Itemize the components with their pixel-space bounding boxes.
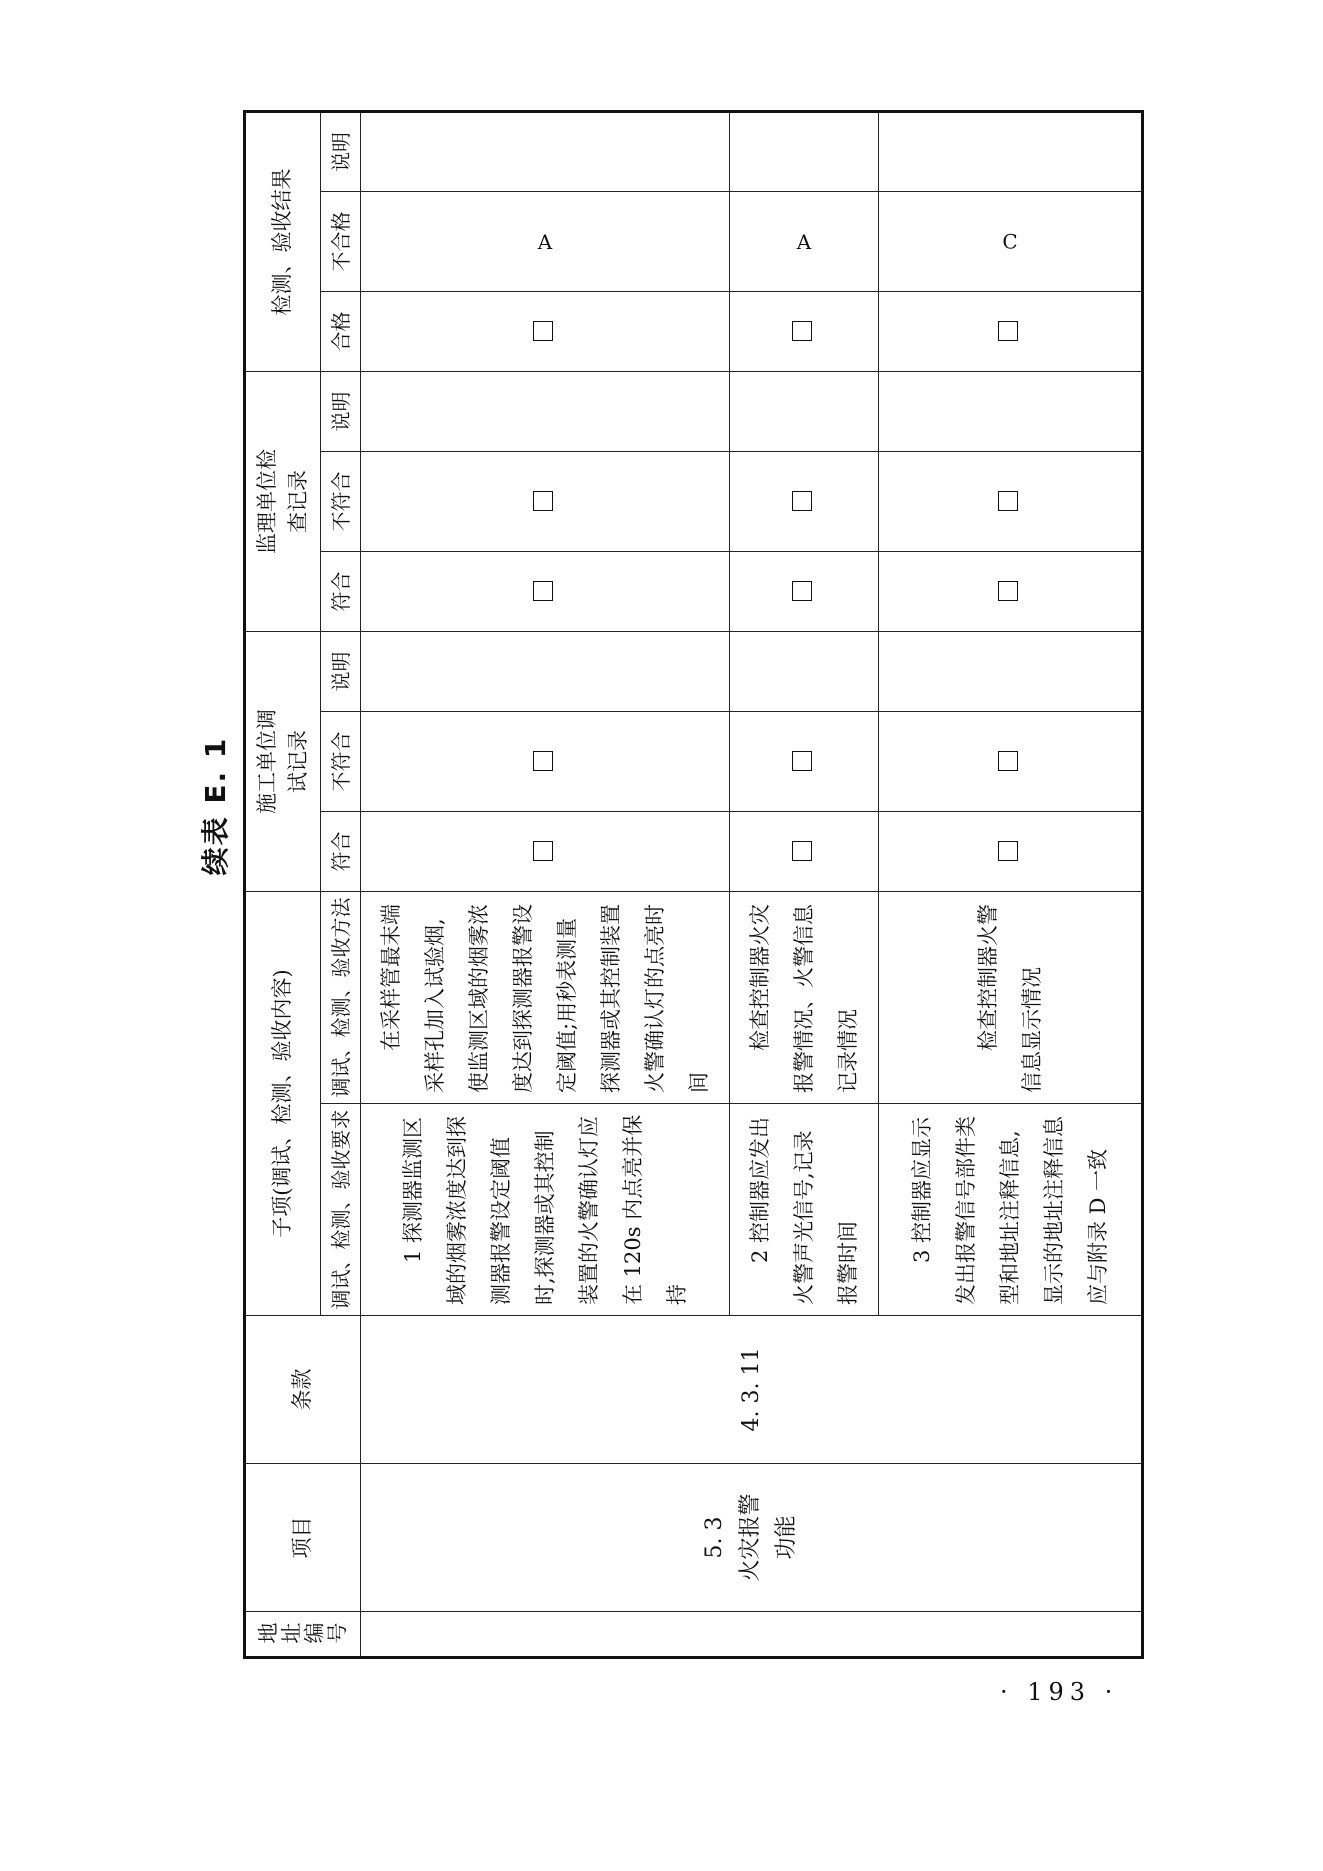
header-method: 调试、检测、验收方法 (321, 891, 361, 1103)
supervision-nonconform-checkbox[interactable] (361, 451, 730, 551)
checkbox-square[interactable] (792, 841, 812, 861)
checkbox-square[interactable] (792, 751, 812, 771)
checkbox-square[interactable] (998, 751, 1018, 771)
header-clause: 条款 (245, 1316, 361, 1464)
header-supervision-note: 说明 (321, 371, 361, 451)
checkbox-square[interactable] (533, 321, 553, 341)
method-cell: 检查控制器火灾报警情况、火警信息记录情况 (730, 891, 879, 1103)
result-pass-checkbox[interactable] (879, 291, 1143, 371)
construction-note-cell (361, 631, 730, 711)
requirement-cell: 3 控制器应显示发出报警信号部件类型和地址注释信息,显示的地址注释信息应与附录 D 一致 (879, 1104, 1143, 1316)
page-title: 续表 E. 1 (199, 736, 232, 876)
construction-note-cell (879, 631, 1143, 711)
supervision-note-cell (361, 371, 730, 451)
header-result: 检测、验收结果 (245, 111, 321, 371)
header-construction-record: 施工单位调试记录 (245, 631, 321, 891)
construction-nonconform-checkbox[interactable] (730, 711, 879, 811)
construction-conform-checkbox[interactable] (730, 811, 879, 891)
construction-conform-checkbox[interactable] (879, 811, 1143, 891)
method-cell: 在采样管最末端采样孔加入试验烟,使监测区域的烟雾浓度达到探测器报警设定阈值;用秒表测量探测器或其控制装置火警确认灯的点亮时间 (361, 891, 730, 1103)
checkbox-square[interactable] (533, 751, 553, 771)
project-cell (361, 1464, 1143, 1612)
requirement-cell: 2 控制器应发出火警声光信号,记录报警时间 (730, 1104, 879, 1316)
supervision-note-cell (730, 371, 879, 451)
address-no-cell (361, 1612, 1143, 1658)
supervision-conform-checkbox[interactable] (361, 551, 730, 631)
header-construction-conform: 符合 (321, 811, 361, 891)
supervision-note-cell (879, 371, 1143, 451)
checkbox-square[interactable] (533, 841, 553, 861)
inspection-table (243, 110, 1144, 1659)
checkbox-square[interactable] (998, 581, 1018, 601)
checkbox-square[interactable] (533, 491, 553, 511)
header-result-fail: 不合格 (321, 191, 361, 291)
construction-note-cell (730, 631, 879, 711)
supervision-conform-checkbox[interactable] (730, 551, 879, 631)
result-fail-grade: C (879, 191, 1143, 291)
checkbox-square[interactable] (533, 581, 553, 601)
result-note-cell (730, 111, 879, 191)
header-requirement: 调试、检测、验收要求 (321, 1104, 361, 1316)
result-fail-grade: A (730, 191, 879, 291)
checkbox-square[interactable] (792, 491, 812, 511)
clause-cell: 4. 3. 11 (361, 1316, 1143, 1464)
page-number: · 193 · (1000, 1678, 1119, 1706)
header-supervision-record: 监理单位检查记录 (245, 371, 321, 631)
result-pass-checkbox[interactable] (361, 291, 730, 371)
header-construction-nonconform: 不符合 (321, 711, 361, 811)
project-name: 火灾报警功能 (738, 1493, 799, 1582)
checkbox-square[interactable] (792, 581, 812, 601)
project-number: 5. 3 (702, 1516, 727, 1559)
header-result-pass: 合格 (321, 291, 361, 371)
header-supervision-conform: 符合 (321, 551, 361, 631)
header-subitem: 子项(调试、检测、验收内容) (245, 891, 321, 1315)
checkbox-square[interactable] (998, 491, 1018, 511)
method-cell: 检查控制器火警信息显示情况 (879, 891, 1143, 1103)
construction-nonconform-checkbox[interactable] (879, 711, 1143, 811)
construction-nonconform-checkbox[interactable] (361, 711, 730, 811)
result-note-cell (879, 111, 1143, 191)
construction-conform-checkbox[interactable] (361, 811, 730, 891)
header-supervision-nonconform: 不符合 (321, 451, 361, 551)
header-construction-note: 说明 (321, 631, 361, 711)
checkbox-square[interactable] (998, 841, 1018, 861)
requirement-cell: 1 探测器监测区域的烟雾浓度达到探测器报警设定阈值时,探测器或其控制装置的火警确认灯应在 120s 内点亮并保持 (361, 1104, 730, 1316)
checkbox-square[interactable] (792, 321, 812, 341)
supervision-nonconform-checkbox[interactable] (879, 451, 1143, 551)
result-fail-grade: A (361, 191, 730, 291)
checkbox-square[interactable] (998, 321, 1018, 341)
supervision-conform-checkbox[interactable] (879, 551, 1143, 631)
result-note-cell (361, 111, 730, 191)
result-pass-checkbox[interactable] (730, 291, 879, 371)
table-row (361, 111, 730, 1657)
header-result-note: 说明 (321, 111, 361, 191)
rotated-table-container (243, 131, 1136, 1659)
header-address-no: 地址编号 (245, 1612, 361, 1658)
header-project: 项目 (245, 1464, 361, 1612)
supervision-nonconform-checkbox[interactable] (730, 451, 879, 551)
